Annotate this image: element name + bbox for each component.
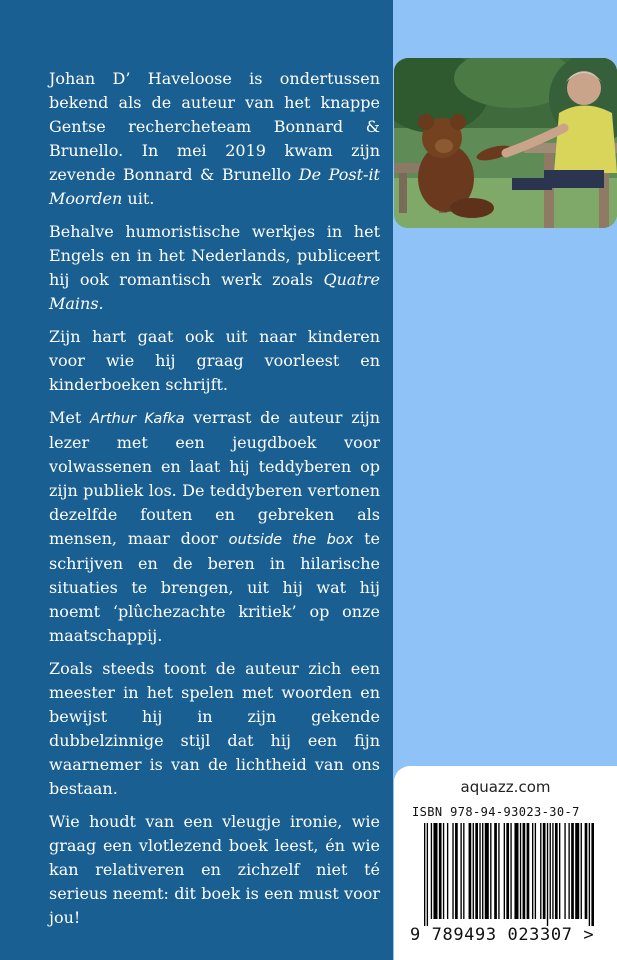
barcode-bar — [575, 823, 579, 919]
barcode-bar — [514, 823, 518, 919]
barcode-bar — [581, 823, 582, 919]
barcode-bar — [490, 823, 491, 919]
book-title-quatre-mains: Quatre Mains. — [49, 270, 380, 313]
barcode-bar — [510, 823, 511, 919]
book-title-post-it: De Post-it Moorden — [49, 165, 380, 208]
barcode-bar — [550, 823, 551, 919]
barcode-bar — [568, 823, 569, 919]
barcode-bar — [523, 823, 526, 919]
isbn-label: ISBN 978-94-93023-30-7 — [412, 805, 580, 819]
barcode-bar — [431, 823, 432, 919]
blurb-text — [49, 67, 380, 930]
barcode-bar — [535, 823, 536, 919]
barcode-bar — [439, 823, 442, 919]
barcode-bar — [564, 823, 565, 919]
barcode-bar — [559, 823, 560, 919]
barcode-bar — [520, 823, 521, 919]
book-title-arthur-kafka: Arthur Kafka — [90, 411, 185, 427]
barcode-bar — [443, 823, 444, 919]
blurb-paragraph-5: Zoals steeds toont de auteur zich een meester in het spelen met woorden en bewijst hij in zijn gekende dubbelzinnige stijl dat hij een fijn waarnemer is van de lichtheid van ons bestaan. — [49, 659, 380, 798]
barcode-bar — [504, 823, 505, 919]
barcode-bar — [571, 823, 574, 919]
barcode-bar — [485, 823, 489, 919]
barcode-bar — [469, 823, 472, 919]
barcode-bar — [447, 823, 448, 919]
barcode-bar — [543, 823, 546, 919]
barcode-bar — [479, 823, 480, 919]
barcode-bar — [460, 823, 461, 919]
barcode-bar — [473, 823, 474, 919]
barcode-bar — [555, 823, 558, 919]
barcode-digits: 9 789493 023307 > — [410, 925, 595, 945]
barcode-bar — [527, 823, 530, 919]
author-with-teddy-illustration — [394, 58, 617, 228]
barcode-bar — [482, 823, 483, 919]
barcode-bar — [452, 823, 453, 919]
barcode-bar — [547, 823, 548, 926]
barcode-bar — [424, 823, 425, 926]
barcode-bar — [427, 823, 428, 926]
barcode-bars — [424, 823, 594, 926]
barcode-bar — [585, 823, 588, 919]
barcode-bar — [455, 823, 458, 919]
barcode-bar — [591, 823, 594, 926]
blurb-paragraph-3: Zijn hart gaat ook uit naar kinderen voor wie hij graag voorleest en kinderboeken schrijft. — [49, 327, 380, 394]
blurb-paragraph-1: Johan D’ Haveloose is ondertussen bekend als de auteur van het knappe Gentse rechercheteam Bonnard & Brunello. In mei 2019 kwam zijn zevende Bonnard & Brunello De Post-it Moorden uit. — [49, 69, 380, 208]
barcode-bar — [552, 823, 553, 919]
barcode-card — [394, 766, 617, 960]
barcode-bar — [532, 823, 533, 919]
publisher-website: aquazz.com — [460, 778, 551, 796]
phrase-outside-the-box: outside the box — [228, 532, 354, 548]
barcode-bar — [433, 823, 437, 919]
author-photo — [394, 58, 617, 228]
blurb-paragraph-4: Met Arthur Kafka verrast de auteur zijn lezer met een jeugdboek voor volwassenen en laat hij teddyberen op zijn publiek los. De teddyberen vertonen dezelfde fouten en gebreken als mensen, maar door outside the box te schrijven en de beren in hilarische situaties te brengen, uit hij wat hij noemt ‘plûchezachte kritiek’ op onze maatschappij. — [49, 408, 381, 645]
barcode-bar — [498, 823, 499, 919]
barcode-bar — [589, 823, 590, 926]
barcode-bar — [540, 823, 541, 919]
barcode-bar — [463, 823, 464, 919]
barcode-bar — [506, 823, 509, 919]
blurb-paragraph-6: Wie houdt van een vleugje ironie, wie graag een vlotlezend boek leest, én wie kan relativeren en zichzelf niet té serieus neemt: dit boek is een must voor jou! — [49, 812, 380, 927]
barcode-bar — [475, 823, 478, 919]
blurb-paragraph-2: Behalve humoristische werkjes in het Engels en in het Nederlands, publiceert hij ook romantisch werk zoals Quatre Mains. — [49, 222, 380, 313]
barcode-bar — [494, 823, 497, 919]
